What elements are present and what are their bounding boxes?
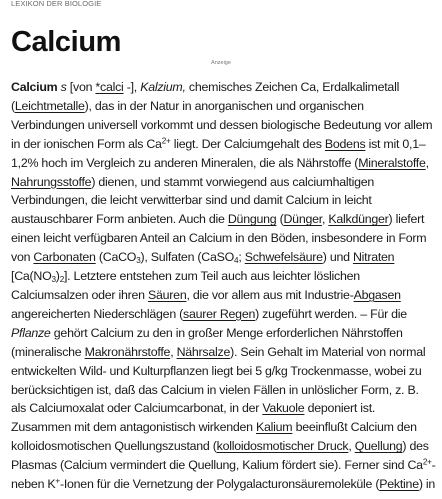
link-pektine[interactable]: Pektine	[379, 477, 419, 492]
link-quellung[interactable]: Quellung	[354, 439, 403, 454]
text-run: liegt. Der Calciumgehalt des	[170, 136, 325, 151]
text-run: ) in	[418, 477, 436, 492]
text-line	[11, 116, 439, 135]
subscript: 3	[51, 275, 56, 285]
text-line	[11, 154, 439, 173]
link-duengung[interactable]: Düngung	[227, 212, 277, 227]
text-line	[11, 267, 439, 286]
section-kicker: LEXIKON DER BIOLOGIE	[11, 0, 102, 8]
link-saeuren[interactable]: Säuren	[148, 287, 187, 302]
text-run: ,	[321, 212, 329, 227]
article-paragraph	[11, 78, 439, 494]
text-run: neben K	[11, 477, 56, 492]
page-title: Calcium	[11, 26, 122, 59]
link-abgase[interactable]: Abgasen	[353, 287, 401, 302]
link-calci[interactable]: *calci	[95, 80, 124, 94]
text-line	[11, 305, 439, 324]
text-line	[11, 210, 439, 229]
link-schwefelsaeure[interactable]: Schwefelsäure	[244, 250, 323, 265]
text-line	[11, 343, 439, 362]
superscript: 2+	[161, 136, 171, 146]
pflanze-term: Pflanze	[11, 325, 51, 340]
text-run: angereicherten Niederschlägen (	[11, 306, 184, 321]
text-run: (mineralische	[11, 344, 85, 359]
text-line	[11, 456, 439, 475]
link-duenger[interactable]: Dünger	[283, 212, 322, 227]
text-line	[11, 97, 439, 116]
subscript: 4	[234, 256, 239, 266]
link-mineralstoffe[interactable]: Mineralstoffe	[358, 155, 426, 170]
text-run: deponiert ist.	[304, 401, 376, 416]
text-run: (	[11, 98, 15, 113]
text-run: berücksichtigen ist, daß das Calcium in vielen Fällen in unlöslicher Form, z. B.	[11, 382, 419, 397]
text-line	[11, 437, 439, 456]
text-run: gehört Calcium zu den in großer Menge erforderlichen Nährstoffen	[50, 325, 403, 340]
superscript: +	[55, 476, 60, 486]
text-run: (CaCO	[95, 250, 137, 265]
text-run: ,	[425, 155, 429, 170]
text-run: Verbindungen universell vorkommt und dessen biologische Bedeutung vor allem	[11, 117, 433, 132]
subscript: 3	[136, 256, 141, 266]
text-run: einen leicht verfügbaren Anteil an Calcium in den Böden, insbesondere in Form	[11, 231, 427, 246]
text-line	[11, 381, 439, 400]
text-line	[11, 135, 439, 154]
link-kalkduenger[interactable]: Kalkdünger	[328, 212, 389, 227]
text-run: ]. Letztere entstehen zum Teil auch aus leichter löslichen	[63, 269, 360, 284]
text-run: )	[55, 269, 60, 284]
link-makronaehrstoffe[interactable]: Makronährstoffe	[84, 344, 171, 359]
text-run: , die vor allem aus mit Industrie-	[186, 287, 354, 302]
text-run: ). Sein Gehalt im Material von normal	[230, 344, 426, 359]
link-naehrsalze[interactable]: Nährsalze	[176, 344, 231, 359]
text-line	[11, 229, 439, 248]
text-line	[11, 475, 439, 494]
link-nitrate[interactable]: Nitraten	[352, 250, 395, 265]
gender-marker: s	[60, 80, 67, 94]
text-run: ,	[170, 344, 177, 359]
text-run: ), das in der Natur in anorganischen und organischen	[84, 98, 364, 113]
text-run: ), Sulfaten (CaSO	[140, 250, 235, 265]
link-leichtmetalle[interactable]: Leichtmetalle	[14, 98, 85, 113]
text-run: -	[431, 458, 436, 473]
link-saurer-regen[interactable]: saurer Regen	[183, 306, 256, 321]
text-run: von	[11, 250, 34, 265]
text-run: -],	[123, 80, 141, 94]
link-vakuole[interactable]: Vakuole	[262, 401, 305, 416]
text-line	[11, 362, 439, 381]
subscript: 2	[59, 275, 64, 285]
text-line	[11, 78, 439, 97]
superscript: 2+	[422, 457, 432, 467]
headword: Calcium	[11, 80, 58, 94]
text-run: Calciumsalzen oder ihren	[11, 287, 148, 302]
text-run: Verbindungen, die leicht verwitterbar sind und damit Calcium in leicht	[11, 193, 372, 208]
text-run: Plasmas (Calcium vermindert die Quellung, Kalium fördert sie). Ferner sind Ca	[11, 458, 423, 473]
text-line	[11, 399, 439, 418]
text-run: in der ionischen Form als Ca	[11, 136, 162, 151]
text-run: (	[276, 212, 284, 227]
text-line	[11, 248, 439, 267]
synonym: Kalzium,	[140, 80, 186, 94]
text-line	[11, 191, 439, 210]
text-line	[11, 324, 439, 343]
text-run: ) des	[402, 439, 429, 454]
link-carbonate[interactable]: Carbonaten	[33, 250, 96, 265]
link-kolloidosmotischer-druck[interactable]: kolloidosmotischer Druck	[216, 439, 349, 454]
text-run: beeinflußt Calcium den	[292, 420, 417, 435]
article-body	[11, 78, 439, 494]
text-run: ) und	[322, 250, 353, 265]
text-run: als Calciumoxalat oder Calciumcarbonat, in der	[11, 401, 263, 416]
text-run: 1,2% hoch im Vergleich zu anderen Mineralen, die als Nährstoffe (	[11, 155, 359, 170]
text-run: [von	[66, 80, 96, 94]
text-run: -Ionen für die Vernetzung der Polygalacturonsäuremoleküle (	[59, 477, 380, 492]
text-run: [Ca(NO	[11, 269, 52, 284]
link-boden[interactable]: Bodens	[324, 136, 366, 151]
text-run: ,	[348, 439, 355, 454]
text-line	[11, 418, 439, 437]
text-run: entwickelten Wild- und Kulturpflanzen liegt bei 5 g/kg Trockenmasse, wobei zu	[11, 363, 422, 378]
link-kalium[interactable]: Kalium	[256, 420, 293, 435]
text-run: ;	[238, 250, 245, 265]
text-run: austauschbarer Form anbieten. Auch die	[11, 212, 228, 227]
text-run: chemisches Zeichen Ca, Erdalkalimetall	[185, 80, 400, 94]
text-line	[11, 286, 439, 305]
text-run: ) dienen, und stammt vorwiegend aus calciumhaltigen	[91, 174, 375, 189]
text-run: ) zugeführt werden. – Für die	[255, 306, 407, 321]
text-run: kolloidosmotischen Quellungszustand (	[11, 439, 217, 454]
text-run: ist mit 0,1–	[365, 136, 426, 151]
text-run: Zusammen mit dem antagonistisch wirkenden	[11, 420, 256, 435]
text-run: ) liefert	[388, 212, 425, 227]
text-line	[11, 173, 439, 192]
link-nahrungsstoffe[interactable]: Nahrungsstoffe	[11, 174, 92, 189]
ad-label: Anzeige	[211, 60, 231, 66]
